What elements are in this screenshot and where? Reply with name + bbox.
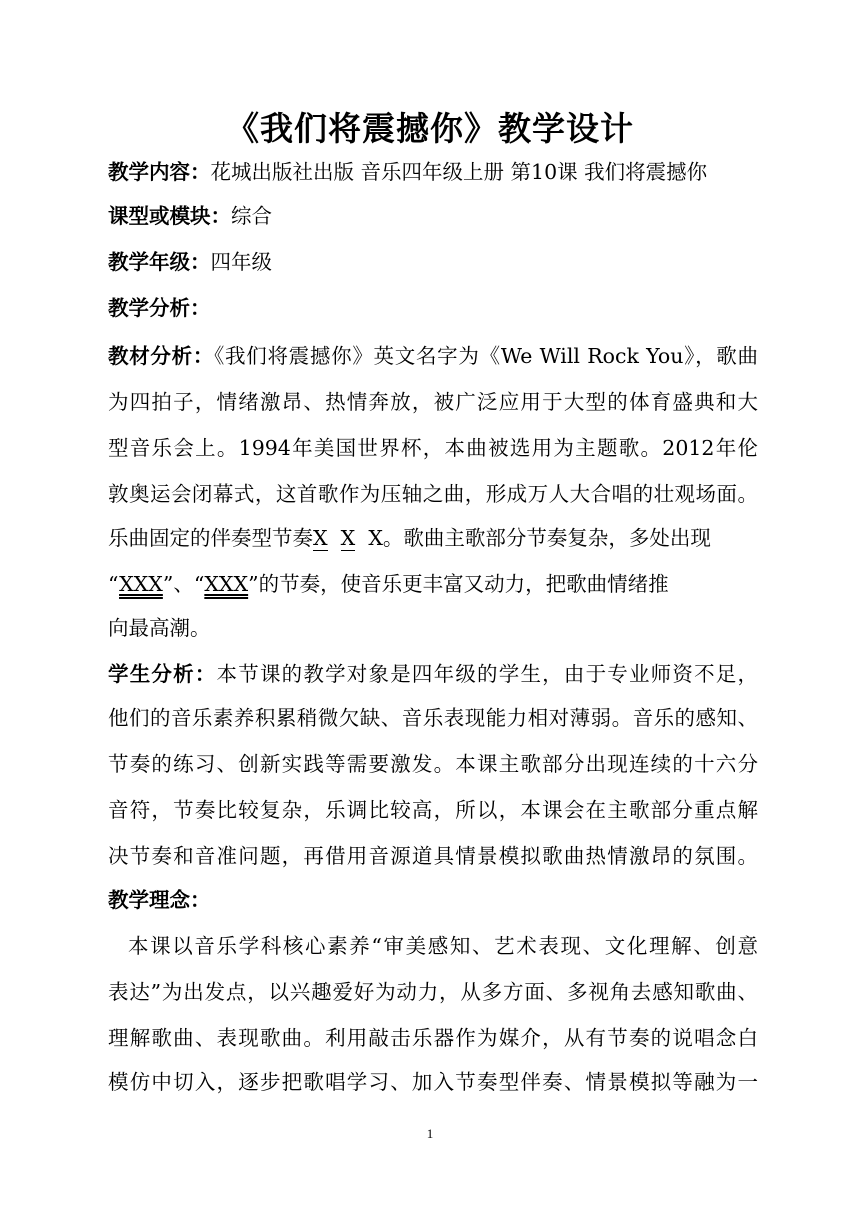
grade-value: 四年级: [210, 250, 272, 274]
student-line-1: [108, 660, 758, 688]
rhythm-note-2: X: [340, 526, 356, 550]
student-line-3: 节奏的练习、创新实践等需要激发。本课主歌部分出现连续的十六分: [108, 752, 758, 776]
rhythm-line-3: 向最高潮。: [108, 616, 211, 640]
student-line-5: 决节奏和音准问题，再借用音源道具情景模拟歌曲热情激昂的氛围。: [108, 844, 758, 868]
type-line: [108, 202, 758, 230]
content-label: 教学内容：: [108, 160, 211, 184]
rhythm-pattern-2: XXX: [204, 572, 249, 596]
rhythm-line-2: [108, 570, 758, 598]
page-number: 1: [426, 1126, 434, 1141]
analysis-heading: 教学分析：: [108, 296, 211, 320]
content-line: [108, 158, 758, 186]
material-line-2: 为四拍子，情绪激昂、热情奔放，被广泛应用于大型的体育盛典和大: [108, 390, 758, 414]
rhythm-quote-open: “: [108, 572, 120, 596]
rhythm-quote-mid: ”、“: [162, 572, 205, 596]
material-line-1: [108, 342, 758, 370]
rhythm-note-3: X: [368, 526, 383, 550]
concept-line-4: 模仿中切入，逐步把歌唱学习、加入节奏型伴奏、情景模拟等融为一: [108, 1070, 758, 1094]
student-line-4: 音符，节奏比较复杂，乐调比较高，所以，本课会在主歌部分重点解: [108, 798, 758, 822]
concept-line-1: 本课以音乐学科核心素养“审美感知、艺术表现、文化理解、创意: [128, 934, 758, 958]
rhythm-line-2-post: ”的节奏，使音乐更丰富又动力，把歌曲情绪推: [248, 572, 669, 596]
analysis-heading-line: [108, 294, 758, 322]
rhythm-note-1: X: [313, 526, 328, 550]
rhythm-line-1: [108, 524, 758, 552]
material-text-1: 《我们将震撼你》英文名字为《We Will Rock You》，歌曲: [214, 344, 759, 368]
student-line-2: 他们的音乐素养积累稍微欠缺、音乐表现能力相对薄弱。音乐的感知、: [108, 706, 758, 730]
content-value: 花城出版社出版 音乐四年级上册 第10课 我们将震撼你: [210, 160, 708, 184]
type-label: 课型或模块：: [108, 204, 231, 228]
student-text-1: 本节课的教学对象是四年级的学生，由于专业师资不足，: [216, 662, 759, 686]
rhythm-line-1-pre: 乐曲固定的伴奏型节奏: [108, 526, 313, 550]
grade-line: [108, 248, 758, 276]
material-line-3: 型音乐会上。1994年美国世界杯，本曲被选用为主题歌。2012年伦: [108, 436, 758, 460]
grade-label: 教学年级：: [108, 250, 211, 274]
concept-line-3: 理解歌曲、表现歌曲。利用敲击乐器作为媒介，从有节奏的说唱念白: [108, 1026, 758, 1050]
material-label: 教材分析：: [108, 344, 215, 368]
type-value: 综合: [231, 204, 272, 228]
rhythm-line-1-post: 。歌曲主歌部分节奏复杂，多处出现: [382, 526, 711, 550]
rhythm-pattern-1: XXX: [119, 572, 163, 596]
material-line-4: 敦奥运会闭幕式，这首歌作为压轴之曲，形成万人大合唱的壮观场面。: [108, 482, 758, 506]
concept-line-2: 表达”为出发点，以兴趣爱好为动力，从多方面、多视角去感知歌曲、: [108, 980, 758, 1004]
concept-heading: 教学理念：: [108, 888, 211, 912]
student-label: 学生分析：: [108, 662, 217, 686]
concept-heading-line: [108, 886, 758, 914]
document-title: 《我们将震撼你》教学设计: [226, 109, 634, 148]
